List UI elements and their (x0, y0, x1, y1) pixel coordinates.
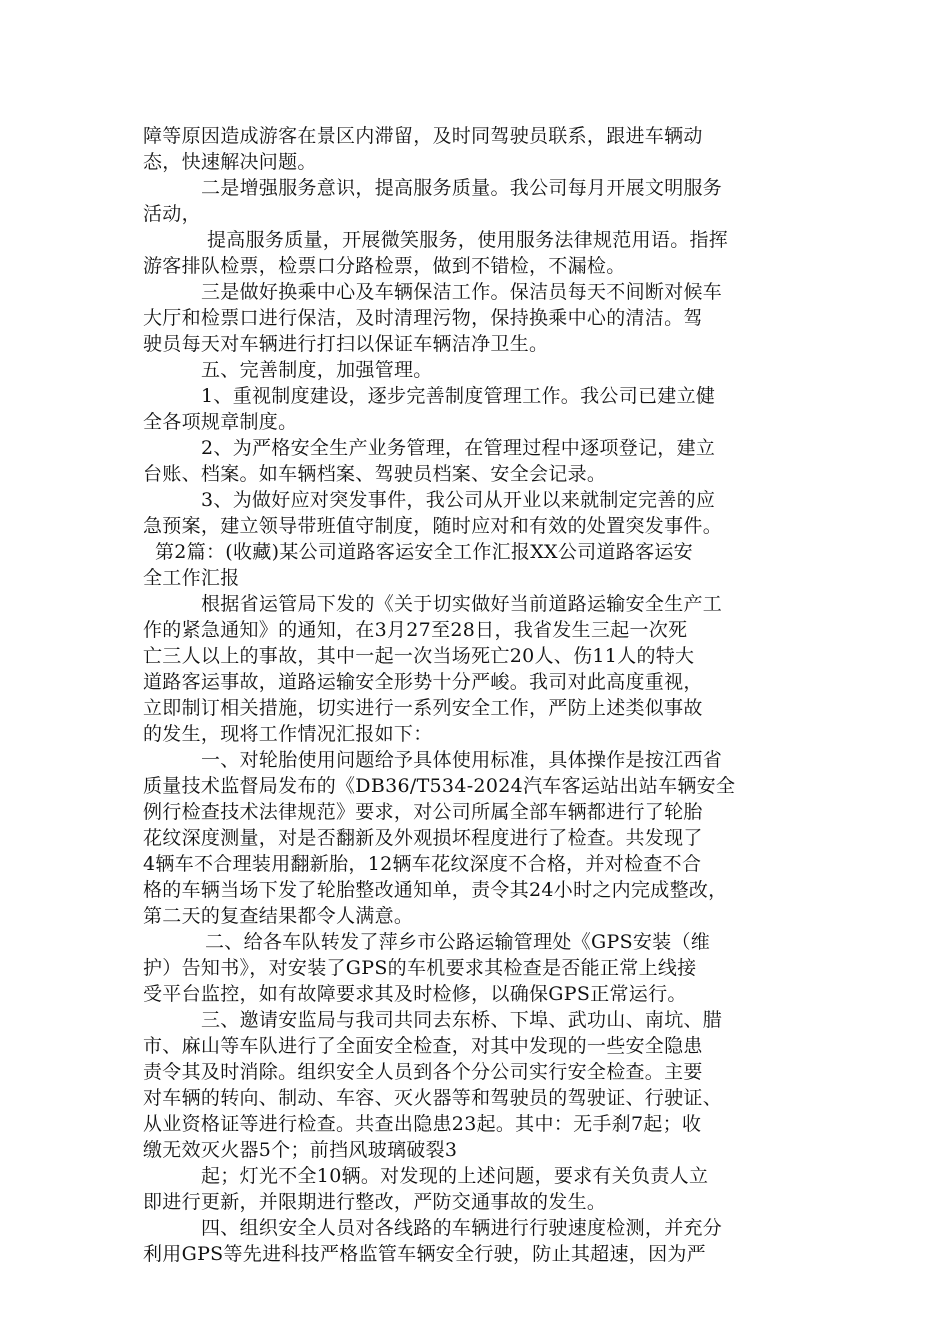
article-title: 第2篇：(收藏)某公司道路客运安全工作汇报XX公司道路客运安 (155, 541, 693, 563)
text-line: 例行检查技术法律规范》要求，对公司所属全部车辆都进行了轮胎 (143, 801, 703, 823)
text-line: 提高服务质量，开展微笑服务，使用服务法律规范用语。指挥 (207, 229, 729, 251)
text-line: 质量技术监督局发布的《DB36/T534-2024汽车客运站出站车辆安全 (143, 775, 736, 797)
text-line: 二是增强服务意识，提高服务质量。我公司每月开展文明服务 (201, 177, 723, 199)
text-line: 1、重视制度建设，逐步完善制度管理工作。我公司已建立健 (201, 385, 716, 407)
text-line: 道路客运事故，道路运输安全形势十分严峻。我司对此高度重视， (143, 671, 703, 693)
text-line: 态，快速解决问题。 (143, 151, 317, 173)
text-line: 市、麻山等车队进行了全面安全检查，对其中发现的一些安全隐患 (143, 1035, 703, 1057)
text-line: 责令其及时消除。组织安全人员到各个分公司实行安全检查。主要 (143, 1061, 703, 1083)
text-line: 障等原因造成游客在景区内滞留，及时同驾驶员联系，跟进车辆动 (143, 125, 703, 147)
article-title: 全工作汇报 (143, 567, 240, 589)
text-line: 利用GPS等先进科技严格监管车辆安全行驶，防止其超速，因为严 (143, 1243, 706, 1265)
text-line: 四、组织安全人员对各线路的车辆进行行驶速度检测，并充分 (201, 1217, 723, 1239)
body-text (143, 123, 813, 1267)
text-line: 2、为严格安全生产业务管理，在管理过程中逐项登记，建立 (201, 437, 716, 459)
text-line: 急预案，建立领导带班值守制度，随时应对和有效的处置突发事件。 (143, 515, 723, 537)
text-line: 3、为做好应对突发事件，我公司从开业以来就制定完善的应 (201, 489, 716, 511)
text-line: 活动， (143, 203, 201, 225)
text-line: 全各项规章制度。 (143, 411, 298, 433)
text-line: 对车辆的转向、制动、车容、灭火器等和驾驶员的驾驶证、行驶证、 (143, 1087, 723, 1109)
section-heading: 五、完善制度，加强管理。 (201, 359, 433, 381)
text-line: 4辆车不合理装用翻新胎，12辆车花纹深度不合格，并对检查不合 (143, 853, 702, 875)
text-line: 亡三人以上的事故，其中一起一次当场死亡20人、伤11人的特大 (143, 645, 695, 667)
text-line: 立即制订相关措施，切实进行一系列安全工作，严防上述类似事故 (143, 697, 703, 719)
text-line: 大厅和检票口进行保洁，及时清理污物，保持换乘中心的清洁。驾 (143, 307, 703, 329)
text-line: 驶员每天对车辆进行打扫以保证车辆洁净卫生。 (143, 333, 549, 355)
text-line: 根据省运管局下发的《关于切实做好当前道路运输安全生产工 (201, 593, 723, 615)
text-line: 受平台监控，如有故障要求其及时检修，以确保GPS正常运行。 (143, 983, 687, 1005)
text-line: 三、邀请安监局与我司共同去东桥、下埠、武功山、南坑、腊 (201, 1009, 723, 1031)
text-line: 缴无效灭火器5个；前挡风玻璃破裂3 (143, 1139, 458, 1161)
text-line: 起；灯光不全10辆。对发现的上述问题，要求有关负责人立 (201, 1165, 709, 1187)
text-line: 三是做好换乘中心及车辆保洁工作。保洁员每天不间断对候车 (201, 281, 723, 303)
text-line: 护）告知书》，对安装了GPS的车机要求其检查是否能正常上线接 (143, 957, 697, 979)
text-line: 二、给各车队转发了萍乡市公路运输管理处《GPS安装（维 (205, 931, 711, 953)
text-line: 作的紧急通知》的通知，在3月27至28日，我省发生三起一次死 (143, 619, 688, 641)
text-line: 的发生，现将工作情况汇报如下： (143, 723, 433, 745)
text-line: 第二天的复查结果都令人满意。 (143, 905, 414, 927)
text-line: 格的车辆当场下发了轮胎整改通知单，责令其24小时之内完成整改， (143, 879, 728, 901)
text-line: 花纹深度测量，对是否翻新及外观损坏程度进行了检查。共发现了 (143, 827, 703, 849)
text-line: 游客排队检票，检票口分路检票，做到不错检，不漏检。 (143, 255, 626, 277)
text-line: 一、对轮胎使用问题给予具体使用标准，具体操作是按江西省 (201, 749, 723, 771)
text-line: 台账、档案。如车辆档案、驾驶员档案、安全会记录。 (143, 463, 607, 485)
text-line: 从业资格证等进行检查。共查出隐患23起。其中：无手刹7起；收 (143, 1113, 702, 1135)
text-line: 即进行更新，并限期进行整改，严防交通事故的发生。 (143, 1191, 607, 1213)
